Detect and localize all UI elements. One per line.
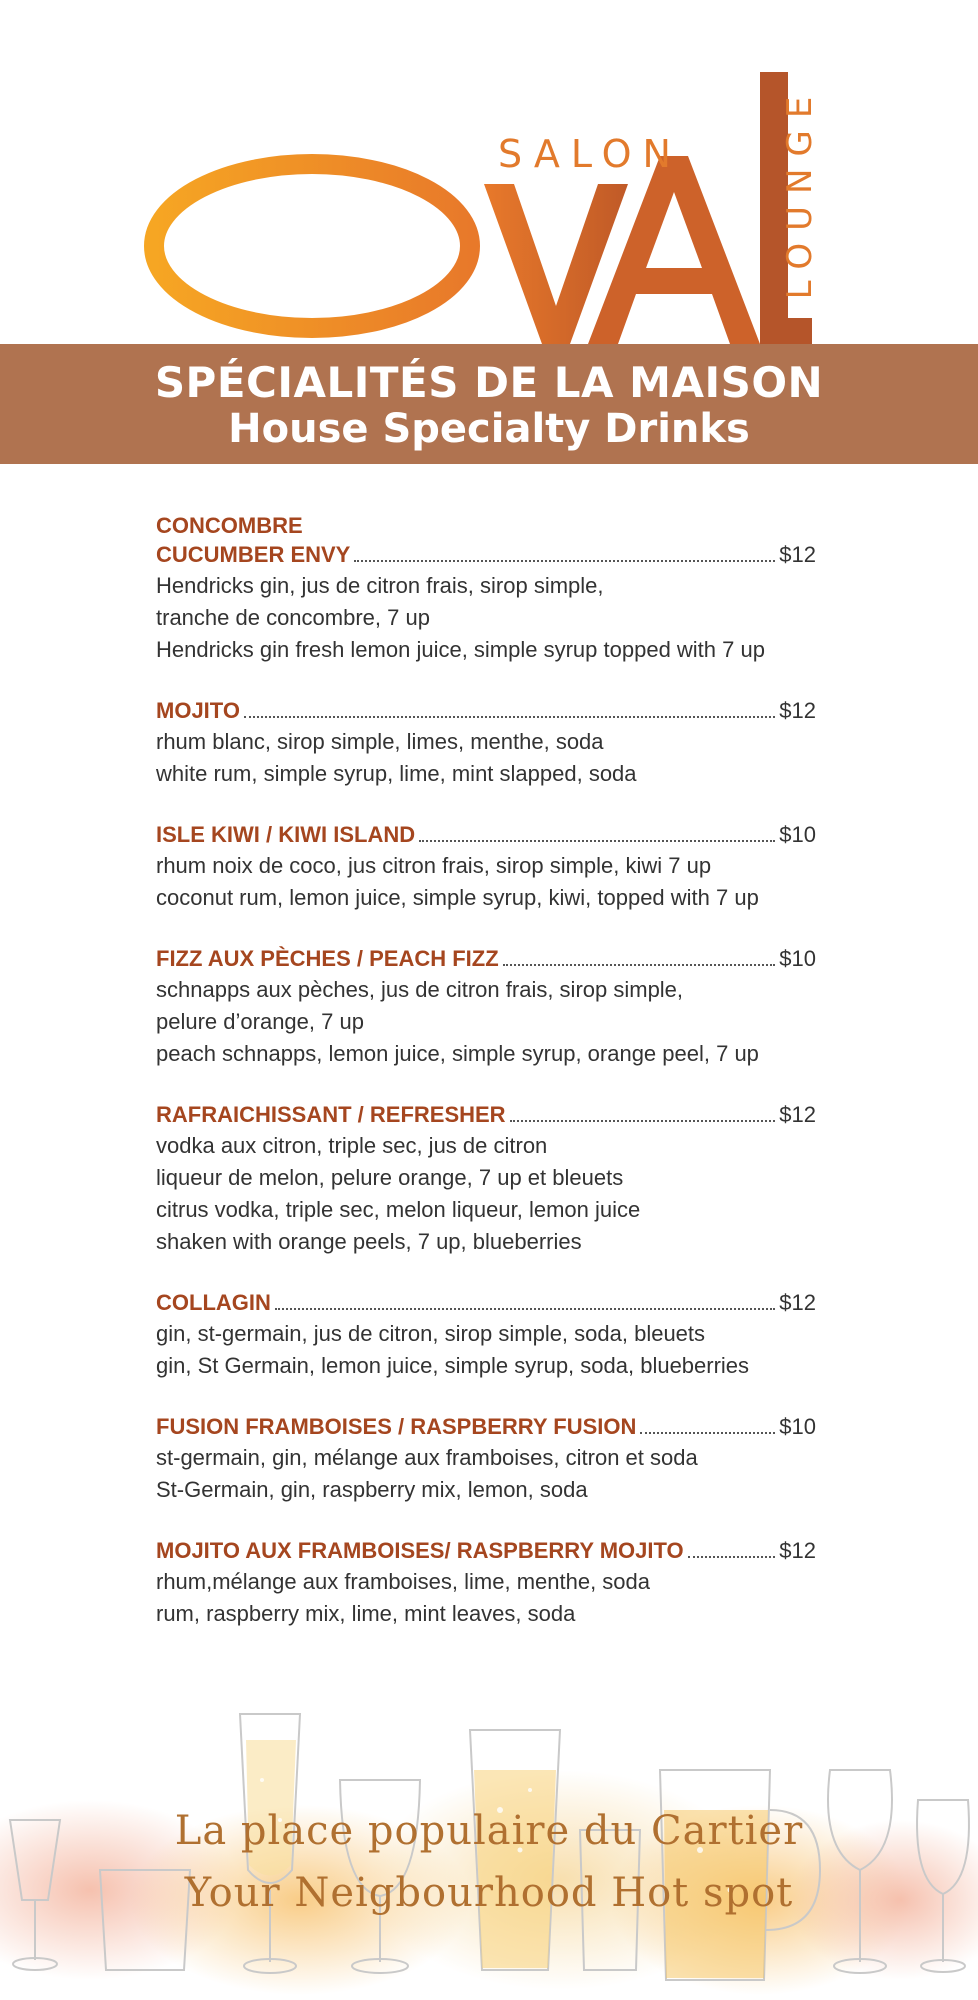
menu-item-name: COLLAGIN	[156, 1290, 271, 1315]
menu-item-desc-line: tranche de concombre, 7 up	[156, 605, 430, 630]
menu-item-cucumber-envy	[156, 512, 816, 666]
menu-item-desc-line: coconut rum, lemon juice, simple syrup, kiwi, topped with 7 up	[156, 885, 759, 910]
menu-item-desc-line: pelure d’orange, 7 up	[156, 1009, 364, 1034]
menu-item-desc-line: gin, St Germain, lemon juice, simple syrup, soda, blueberries	[156, 1353, 750, 1378]
logo-mark-graphic	[0, 0, 978, 360]
menu-item-desc-line: st-germain, gin, mélange aux framboises, citron et soda	[156, 1445, 698, 1470]
menu-item-header	[156, 696, 816, 726]
menu-item-raspberry-fusion	[156, 1412, 816, 1506]
menu-item-header	[156, 1100, 816, 1130]
dot-leader	[354, 560, 775, 562]
drink-menu	[156, 512, 816, 1660]
menu-item-desc-line: rum, raspberry mix, lime, mint leaves, soda	[156, 1601, 576, 1626]
menu-item-name: RAFRAICHISSANT / REFRESHER	[156, 1102, 506, 1127]
tagline-fr: La place populaire du Cartier	[174, 1808, 804, 1854]
menu-item-name: CUCUMBER ENVY	[156, 542, 351, 567]
menu-item-desc-line: Hendricks gin fresh lemon juice, simple syrup topped with 7 up	[156, 637, 765, 662]
menu-item-peach-fizz	[156, 944, 816, 1070]
menu-item-header	[156, 540, 816, 570]
menu-item-name: FIZZ AUX PÈCHES / PEACH FIZZ	[156, 946, 499, 971]
logo-salon-text: SALON	[498, 132, 682, 176]
menu-item-desc-line: peach schnapps, lemon juice, simple syrup, orange peel, 7 up	[156, 1041, 759, 1066]
menu-item-name: FUSION FRAMBOISES / RASPBERRY FUSION	[156, 1414, 637, 1439]
dot-leader	[688, 1556, 776, 1558]
menu-item-desc-line: rhum noix de coco, jus citron frais, sirop simple, kiwi 7 up	[156, 853, 712, 878]
menu-item-desc-line: Hendricks gin, jus de citron frais, sirop simple,	[156, 573, 604, 598]
menu-item-header	[156, 820, 816, 850]
menu-item-mojito	[156, 696, 816, 790]
menu-item-name: ISLE KIWI / KIWI ISLAND	[156, 822, 416, 847]
dot-leader	[503, 964, 776, 966]
menu-item-desc-line: shaken with orange peels, 7 up, blueberries	[156, 1229, 582, 1254]
title-banner	[0, 344, 978, 464]
menu-item-header	[156, 1412, 816, 1442]
dot-leader	[419, 840, 775, 842]
footer-glassware-illustration	[0, 1700, 978, 2000]
menu-item-desc-line: citrus vodka, triple sec, melon liqueur, lemon juice	[156, 1197, 641, 1222]
menu-item-desc-line: vodka aux citron, triple sec, jus de citron	[156, 1133, 548, 1158]
dot-leader	[640, 1432, 775, 1434]
menu-item-price: $12	[779, 1102, 816, 1127]
dot-leader	[275, 1308, 775, 1310]
banner-title-fr: SPÉCIALITÉS DE LA MAISON	[154, 358, 824, 407]
menu-item-desc-line: rhum,mélange aux framboises, lime, menthe, soda	[156, 1569, 651, 1594]
menu-item-kiwi-island	[156, 820, 816, 914]
oval-lounge-logo	[0, 0, 978, 360]
menu-item-raspberry-mojito	[156, 1536, 816, 1630]
logo-lounge-text: LOUNGE	[780, 84, 820, 300]
menu-item-header	[156, 944, 816, 974]
menu-item-header	[156, 1288, 816, 1318]
tagline-en: Your Neigbourhood Hot spot	[184, 1870, 794, 1916]
menu-item-desc-line: white rum, simple syrup, lime, mint slapped, soda	[156, 761, 637, 786]
menu-item-desc-line: schnapps aux pèches, jus de citron frais, sirop simple,	[156, 977, 684, 1002]
banner-title-en: House Specialty Drinks	[228, 406, 750, 452]
menu-item-name: MOJITO	[156, 698, 240, 723]
menu-item-collagin	[156, 1288, 816, 1382]
menu-item-desc-line: rhum blanc, sirop simple, limes, menthe, soda	[156, 729, 604, 754]
menu-item-price: $12	[779, 698, 816, 723]
menu-item-desc-line: St-Germain, gin, raspberry mix, lemon, soda	[156, 1477, 588, 1502]
menu-item-name-line1: CONCOMBRE	[156, 513, 303, 538]
dot-leader	[244, 716, 775, 718]
logo-letter-o	[154, 164, 470, 328]
dot-leader	[510, 1120, 776, 1122]
menu-item-price: $10	[779, 1414, 816, 1439]
menu-item-name: MOJITO AUX FRAMBOISES/ RASPBERRY MOJITO	[156, 1538, 684, 1563]
menu-item-refresher	[156, 1100, 816, 1258]
menu-item-price: $12	[779, 1290, 816, 1315]
menu-item-price: $10	[779, 946, 816, 971]
menu-item-price: $12	[779, 1538, 816, 1563]
menu-item-header	[156, 1536, 816, 1566]
menu-item-price: $12	[779, 542, 816, 567]
menu-item-desc-line: gin, st-germain, jus de citron, sirop simple, soda, bleuets	[156, 1321, 706, 1346]
menu-item-price: $10	[779, 822, 816, 847]
menu-item-desc-line: liqueur de melon, pelure orange, 7 up et bleuets	[156, 1165, 624, 1190]
